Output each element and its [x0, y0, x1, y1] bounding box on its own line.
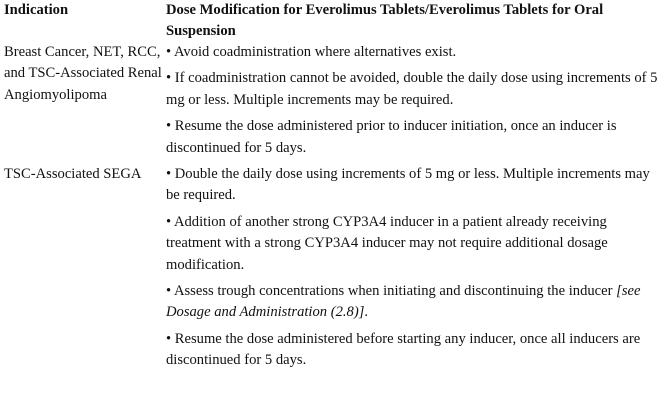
dose-modification-table	[4, 0, 658, 377]
dose-modification-cell	[166, 164, 658, 377]
dose-bullet: • Resume the dose administered prior to inducer initiation, once an inducer is discontinued for 5 days.	[166, 118, 617, 156]
dose-bullet: • Avoid coadministration where alternatives exist.	[166, 44, 457, 60]
indication-cell: TSC-Associated SEGA	[4, 166, 142, 183]
dose-modification-cell	[166, 42, 658, 164]
table-row	[4, 164, 658, 377]
dose-bullet: • Addition of another strong CYP3A4 inducer in a patient already receiving treatment with a strong CYP3A4 inducer may not require additional dosage modification.	[166, 213, 608, 273]
table-header-row	[4, 0, 658, 42]
dose-bullet: • Resume the dose administered before starting any inducer, once all inducers are discontinued for 5 days.	[166, 330, 641, 369]
bullet-text: • Assess trough concentrations when initiating and discontinuing the inducer	[166, 283, 617, 300]
dose-bullet: • Double the daily dose using increments of 5 mg or less. Multiple increments may be required.	[166, 166, 650, 204]
dose-bullet: • If coadministration cannot be avoided, double the daily dose using increments of 5 mg or less. Multiple increments may be required.	[166, 70, 658, 108]
table-row	[4, 42, 658, 164]
bullet-text-end: .	[364, 304, 369, 321]
dosage-reference-text: [see Dosage and Administration (2.8)]	[166, 283, 641, 321]
dose-bullet-with-reference	[166, 281, 658, 324]
indication-cell: Breast Cancer, NET, RCC, and TSC-Associated Renal Angiomyolipoma	[4, 44, 162, 103]
header-dose-modification: Dose Modification for Everolimus Tablets/Everolimus Tablets for Oral Suspension	[166, 2, 604, 39]
header-indication: Indication	[4, 2, 69, 18]
